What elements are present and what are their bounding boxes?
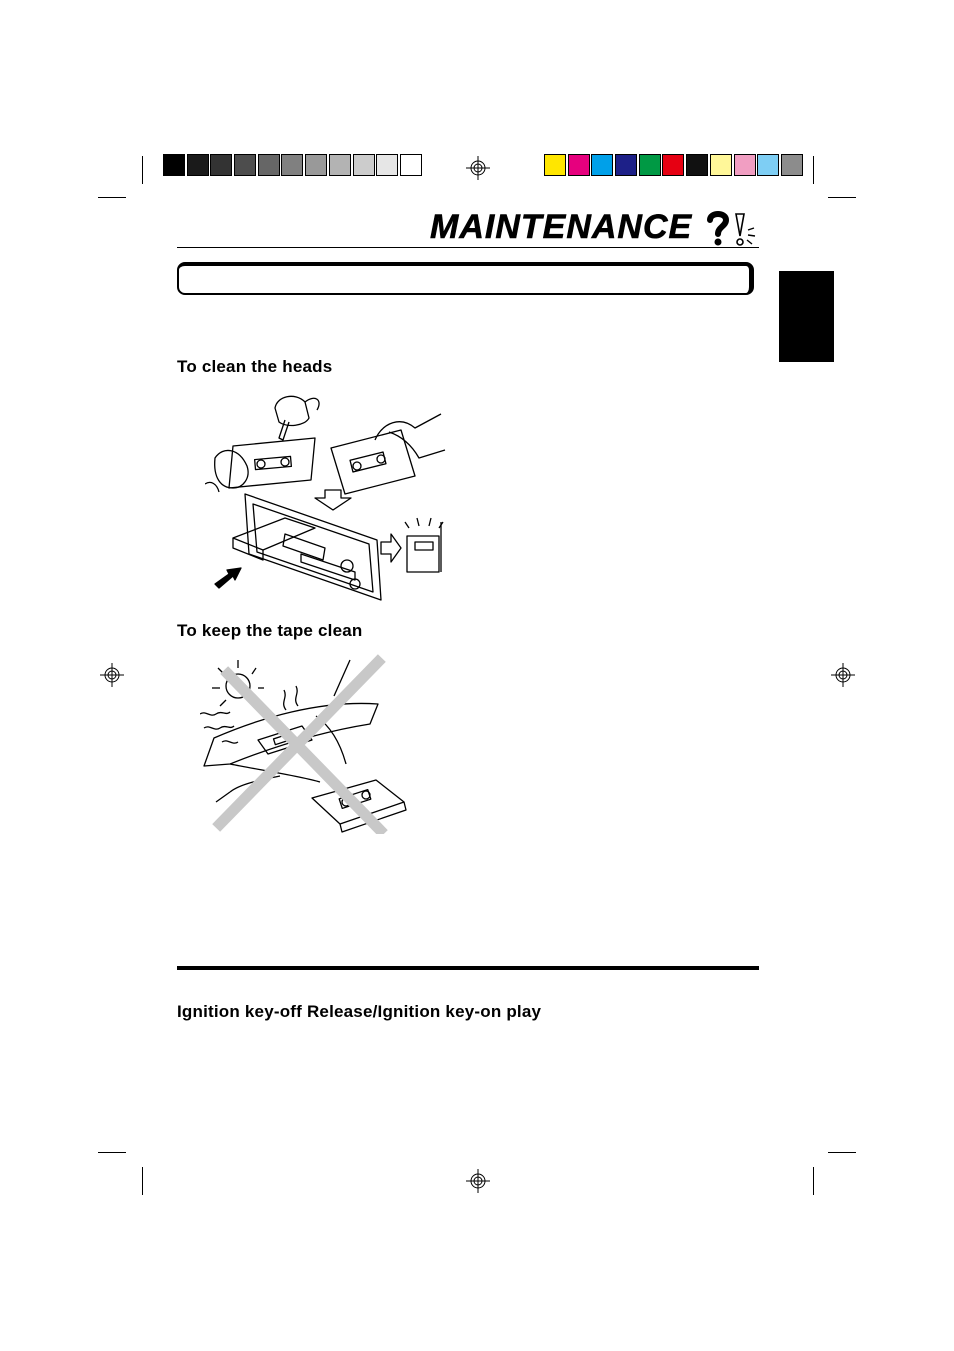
registration-mark (466, 1169, 490, 1193)
calibration-swatch (258, 154, 280, 176)
calibration-swatch (686, 154, 708, 176)
page-title: MAINTENANCE (430, 208, 693, 246)
calibration-swatch (757, 154, 779, 176)
crop-mark (98, 1152, 126, 1153)
crop-mark (828, 197, 856, 198)
registration-mark (100, 663, 124, 687)
question-exclamation-icon (704, 210, 760, 248)
keep-tape-clean-illustration (200, 652, 410, 834)
calibration-swatch (662, 154, 684, 176)
heading-ignition: Ignition key-off Release/Ignition key-on play (177, 1002, 542, 1021)
gray-calibration-bar (163, 154, 424, 176)
crop-mark (142, 1167, 143, 1195)
calibration-swatch (615, 154, 637, 176)
heading-clean-heads: To clean the heads (177, 357, 333, 376)
section-header-box (177, 262, 754, 295)
calibration-swatch (163, 154, 185, 176)
crop-mark (813, 1167, 814, 1195)
calibration-swatch (187, 154, 209, 176)
crop-mark (98, 197, 126, 198)
registration-mark (466, 156, 490, 180)
calibration-swatch (568, 154, 590, 176)
calibration-swatch (781, 154, 803, 176)
title-rule (177, 247, 759, 248)
clean-heads-illustration (205, 388, 450, 603)
calibration-swatch (353, 154, 375, 176)
calibration-swatch (329, 154, 351, 176)
calibration-swatch (544, 154, 566, 176)
color-calibration-bar (544, 154, 805, 176)
calibration-swatch (210, 154, 232, 176)
crop-mark (142, 156, 143, 184)
section-divider (177, 966, 759, 970)
calibration-swatch (710, 154, 732, 176)
heading-keep-tape-clean: To keep the tape clean (177, 621, 363, 640)
language-tab (779, 271, 834, 362)
calibration-swatch (376, 154, 398, 176)
calibration-swatch (639, 154, 661, 176)
calibration-swatch (591, 154, 613, 176)
calibration-swatch (281, 154, 303, 176)
calibration-swatch (400, 154, 422, 176)
calibration-swatch (234, 154, 256, 176)
crop-mark (828, 1152, 856, 1153)
registration-mark (831, 663, 855, 687)
calibration-swatch (305, 154, 327, 176)
crop-mark (813, 156, 814, 184)
calibration-swatch (734, 154, 756, 176)
